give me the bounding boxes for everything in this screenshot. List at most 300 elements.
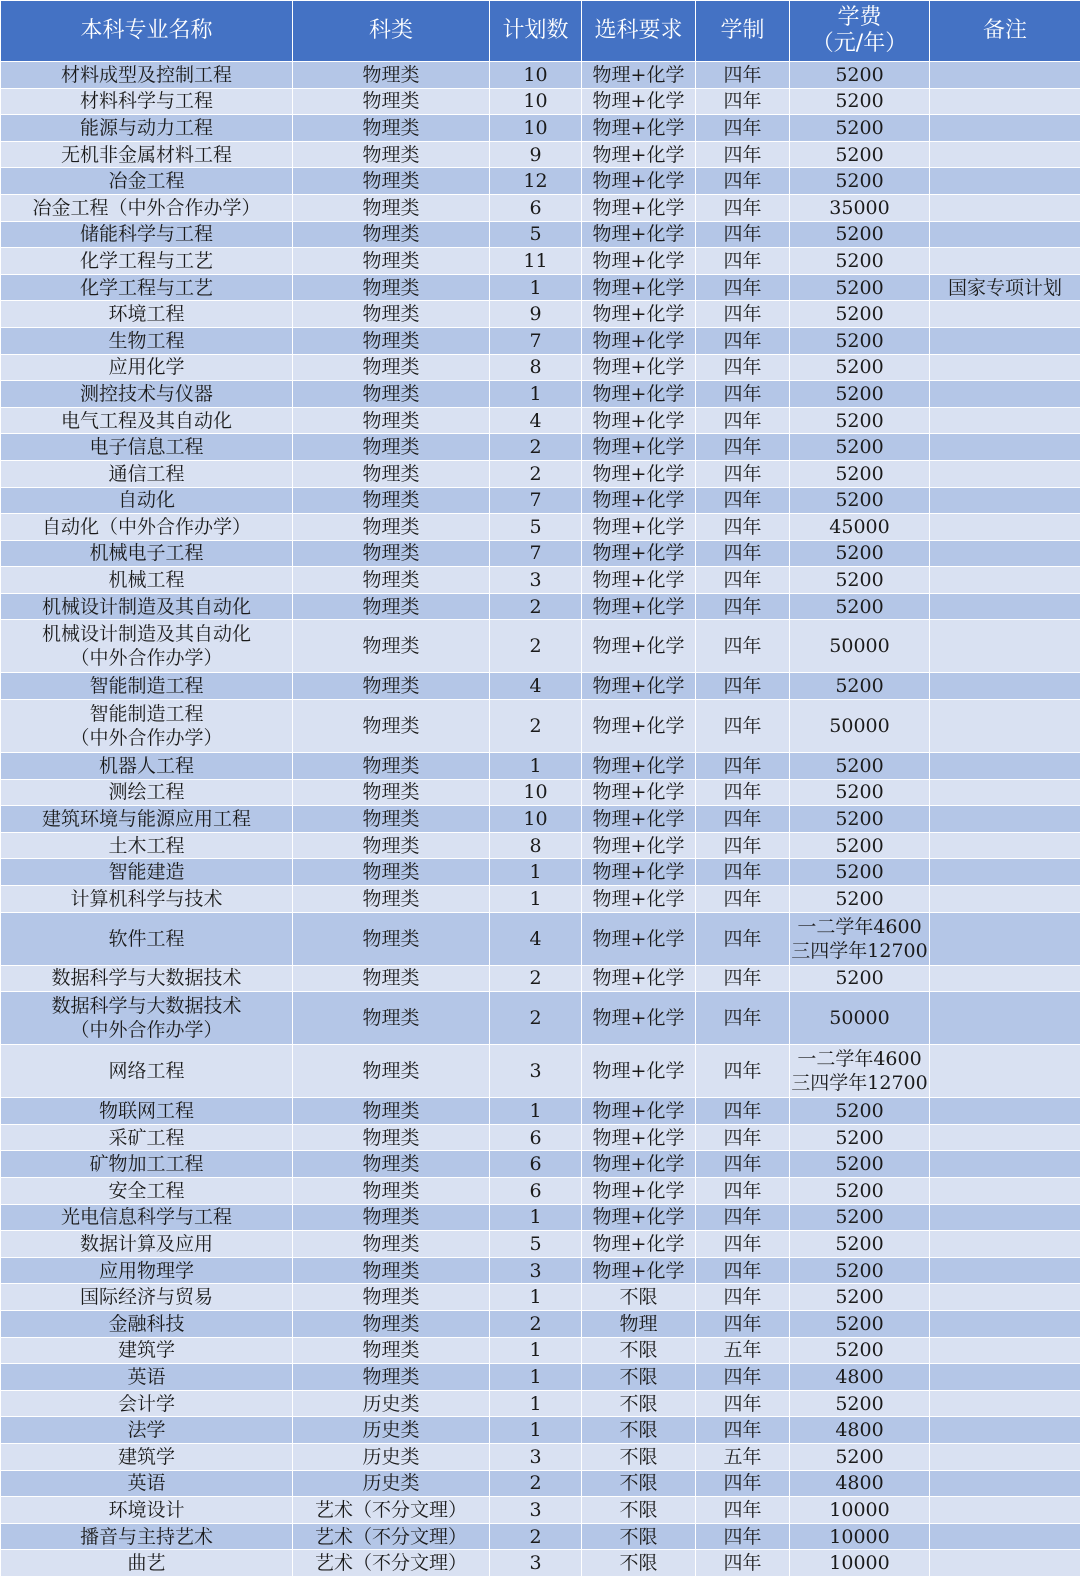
- table-row: [1, 673, 1080, 700]
- table-row: [1, 1124, 1080, 1151]
- plan-count-cell: 10: [490, 88, 582, 115]
- tuition-cell: 5200: [790, 487, 930, 514]
- category-cell: 物理类: [293, 274, 490, 301]
- major-name-cell: 英语: [1, 1364, 293, 1391]
- tuition-cell: 45000: [790, 514, 930, 541]
- subject-requirement-cell: 物理: [582, 1310, 696, 1337]
- tuition-cell: 5200: [790, 115, 930, 142]
- note-cell: [930, 859, 1080, 886]
- category-cell: 艺术（不分文理）: [293, 1497, 490, 1524]
- plan-count-cell: 2: [490, 1523, 582, 1550]
- note-cell: [930, 965, 1080, 992]
- category-cell: 物理类: [293, 168, 490, 195]
- duration-cell: 四年: [696, 248, 790, 275]
- category-cell: 物理类: [293, 1151, 490, 1178]
- major-name-cell: 机械设计制造及其自动化 （中外合作办学）: [1, 620, 293, 673]
- tuition-cell: 5200: [790, 1231, 930, 1258]
- duration-cell: 四年: [696, 1364, 790, 1391]
- duration-cell: 四年: [696, 1550, 790, 1577]
- table-row: [1, 1045, 1080, 1098]
- tuition-cell: 5200: [790, 434, 930, 461]
- duration-cell: 四年: [696, 912, 790, 965]
- plan-count-cell: 6: [490, 194, 582, 221]
- tuition-cell: 5200: [790, 460, 930, 487]
- subject-requirement-cell: 物理+化学: [582, 115, 696, 142]
- plan-count-cell: 3: [490, 567, 582, 594]
- duration-cell: 四年: [696, 832, 790, 859]
- subject-requirement-cell: 物理+化学: [582, 354, 696, 381]
- note-cell: [930, 1417, 1080, 1444]
- duration-cell: 四年: [696, 62, 790, 89]
- plan-count-cell: 1: [490, 1204, 582, 1231]
- category-cell: 物理类: [293, 1098, 490, 1125]
- subject-requirement-cell: 不限: [582, 1364, 696, 1391]
- plan-count-cell: 1: [490, 859, 582, 886]
- subject-requirement-cell: 物理+化学: [582, 460, 696, 487]
- plan-count-cell: 1: [490, 1098, 582, 1125]
- plan-count-cell: 1: [490, 1390, 582, 1417]
- plan-count-cell: 7: [490, 487, 582, 514]
- duration-cell: 四年: [696, 700, 790, 753]
- plan-count-cell: 1: [490, 753, 582, 780]
- note-cell: [930, 1364, 1080, 1391]
- subject-requirement-cell: 物理+化学: [582, 1045, 696, 1098]
- category-cell: 历史类: [293, 1417, 490, 1444]
- table-row: [1, 992, 1080, 1045]
- plan-count-cell: 11: [490, 248, 582, 275]
- tuition-cell: 5200: [790, 1124, 930, 1151]
- plan-count-cell: 2: [490, 593, 582, 620]
- tuition-cell: 5200: [790, 965, 930, 992]
- plan-count-cell: 12: [490, 168, 582, 195]
- subject-requirement-cell: 物理+化学: [582, 274, 696, 301]
- major-name-cell: 电气工程及其自动化: [1, 407, 293, 434]
- duration-cell: 四年: [696, 540, 790, 567]
- subject-requirement-cell: 物理+化学: [582, 832, 696, 859]
- major-name-cell: 机械设计制造及其自动化: [1, 593, 293, 620]
- plan-count-cell: 1: [490, 381, 582, 408]
- tuition-cell: 5200: [790, 567, 930, 594]
- table-row: [1, 779, 1080, 806]
- subject-requirement-cell: 物理+化学: [582, 1257, 696, 1284]
- tuition-cell: 5200: [790, 354, 930, 381]
- category-cell: 物理类: [293, 1231, 490, 1258]
- plan-count-cell: 2: [490, 992, 582, 1045]
- table-row: [1, 965, 1080, 992]
- category-cell: 物理类: [293, 514, 490, 541]
- note-cell: [930, 1257, 1080, 1284]
- category-cell: 物理类: [293, 779, 490, 806]
- note-cell: [930, 487, 1080, 514]
- subject-requirement-cell: 物理+化学: [582, 620, 696, 673]
- table-row: [1, 753, 1080, 780]
- table-row: [1, 567, 1080, 594]
- subject-requirement-cell: 不限: [582, 1390, 696, 1417]
- subject-requirement-cell: 物理+化学: [582, 779, 696, 806]
- plan-count-cell: 8: [490, 354, 582, 381]
- header-row: [1, 1, 1080, 62]
- table-row: [1, 460, 1080, 487]
- major-name-cell: 数据科学与大数据技术: [1, 965, 293, 992]
- major-name-cell: 光电信息科学与工程: [1, 1204, 293, 1231]
- table-row: [1, 194, 1080, 221]
- category-cell: 物理类: [293, 407, 490, 434]
- duration-cell: 四年: [696, 354, 790, 381]
- major-name-cell: 储能科学与工程: [1, 221, 293, 248]
- tuition-cell: 5200: [790, 141, 930, 168]
- table-row: [1, 912, 1080, 965]
- duration-cell: 四年: [696, 88, 790, 115]
- major-name-cell: 智能建造: [1, 859, 293, 886]
- major-name-cell: 应用化学: [1, 354, 293, 381]
- tuition-cell: 10000: [790, 1523, 930, 1550]
- table-row: [1, 248, 1080, 275]
- tuition-cell: 50000: [790, 992, 930, 1045]
- category-cell: 物理类: [293, 806, 490, 833]
- subject-requirement-cell: 物理+化学: [582, 753, 696, 780]
- note-cell: 国家专项计划: [930, 274, 1080, 301]
- table-row: [1, 487, 1080, 514]
- note-cell: [930, 1178, 1080, 1205]
- category-cell: 历史类: [293, 1443, 490, 1470]
- table-row: [1, 1151, 1080, 1178]
- duration-cell: 四年: [696, 620, 790, 673]
- note-cell: [930, 886, 1080, 913]
- category-cell: 物理类: [293, 88, 490, 115]
- note-cell: [930, 194, 1080, 221]
- duration-cell: 四年: [696, 753, 790, 780]
- subject-requirement-cell: 物理+化学: [582, 487, 696, 514]
- duration-cell: 四年: [696, 460, 790, 487]
- table-row: [1, 1443, 1080, 1470]
- plan-count-cell: 4: [490, 912, 582, 965]
- tuition-cell: 5200: [790, 301, 930, 328]
- subject-requirement-cell: 物理+化学: [582, 859, 696, 886]
- category-cell: 物理类: [293, 1178, 490, 1205]
- plan-count-cell: 5: [490, 221, 582, 248]
- category-cell: 物理类: [293, 354, 490, 381]
- note-cell: [930, 832, 1080, 859]
- subject-requirement-cell: 物理+化学: [582, 514, 696, 541]
- category-cell: 物理类: [293, 1337, 490, 1364]
- major-name-cell: 建筑学: [1, 1443, 293, 1470]
- tuition-cell: 5200: [790, 779, 930, 806]
- subject-requirement-cell: 物理+化学: [582, 434, 696, 461]
- plan-count-cell: 1: [490, 1284, 582, 1311]
- note-cell: [930, 1443, 1080, 1470]
- note-cell: [930, 354, 1080, 381]
- subject-requirement-cell: 物理+化学: [582, 141, 696, 168]
- note-cell: [930, 912, 1080, 965]
- table-row: [1, 327, 1080, 354]
- major-name-cell: 测控技术与仪器: [1, 381, 293, 408]
- header-plan-count: 计划数: [490, 1, 582, 62]
- note-cell: [930, 115, 1080, 142]
- subject-requirement-cell: 物理+化学: [582, 221, 696, 248]
- table-row: [1, 620, 1080, 673]
- plan-count-cell: 4: [490, 407, 582, 434]
- duration-cell: 四年: [696, 593, 790, 620]
- note-cell: [930, 407, 1080, 434]
- plan-count-cell: 2: [490, 1470, 582, 1497]
- table-row: [1, 593, 1080, 620]
- category-cell: 物理类: [293, 1124, 490, 1151]
- table-row: [1, 1470, 1080, 1497]
- plan-count-cell: 2: [490, 1310, 582, 1337]
- major-name-cell: 冶金工程: [1, 168, 293, 195]
- table-row: [1, 1231, 1080, 1258]
- table-row: [1, 301, 1080, 328]
- major-name-cell: 国际经济与贸易: [1, 1284, 293, 1311]
- tuition-cell: 10000: [790, 1497, 930, 1524]
- duration-cell: 四年: [696, 194, 790, 221]
- note-cell: [930, 1284, 1080, 1311]
- duration-cell: 四年: [696, 1045, 790, 1098]
- subject-requirement-cell: 物理+化学: [582, 1124, 696, 1151]
- duration-cell: 四年: [696, 1124, 790, 1151]
- plan-count-cell: 6: [490, 1178, 582, 1205]
- table-row: [1, 859, 1080, 886]
- table-row: [1, 806, 1080, 833]
- major-name-cell: 物联网工程: [1, 1098, 293, 1125]
- subject-requirement-cell: 物理+化学: [582, 886, 696, 913]
- category-cell: 物理类: [293, 487, 490, 514]
- plan-count-cell: 7: [490, 327, 582, 354]
- note-cell: [930, 168, 1080, 195]
- duration-cell: 四年: [696, 992, 790, 1045]
- category-cell: 物理类: [293, 221, 490, 248]
- tuition-cell: 5200: [790, 327, 930, 354]
- subject-requirement-cell: 物理+化学: [582, 1098, 696, 1125]
- table-row: [1, 381, 1080, 408]
- table-header: [1, 1, 1080, 62]
- major-name-cell: 通信工程: [1, 460, 293, 487]
- major-name-cell: 会计学: [1, 1390, 293, 1417]
- duration-cell: 四年: [696, 407, 790, 434]
- table-row: [1, 115, 1080, 142]
- tuition-cell: 35000: [790, 194, 930, 221]
- subject-requirement-cell: 物理+化学: [582, 1178, 696, 1205]
- category-cell: 物理类: [293, 620, 490, 673]
- note-cell: [930, 221, 1080, 248]
- duration-cell: 四年: [696, 1098, 790, 1125]
- note-cell: [930, 620, 1080, 673]
- note-cell: [930, 460, 1080, 487]
- duration-cell: 四年: [696, 673, 790, 700]
- category-cell: 物理类: [293, 327, 490, 354]
- note-cell: [930, 1497, 1080, 1524]
- category-cell: 物理类: [293, 1364, 490, 1391]
- category-cell: 物理类: [293, 912, 490, 965]
- subject-requirement-cell: 物理+化学: [582, 194, 696, 221]
- table-row: [1, 274, 1080, 301]
- duration-cell: 五年: [696, 1337, 790, 1364]
- table-row: [1, 434, 1080, 461]
- duration-cell: 四年: [696, 859, 790, 886]
- plan-count-cell: 1: [490, 1337, 582, 1364]
- duration-cell: 四年: [696, 301, 790, 328]
- table-row: [1, 1257, 1080, 1284]
- tuition-cell: 50000: [790, 700, 930, 753]
- major-name-cell: 数据计算及应用: [1, 1231, 293, 1258]
- table-row: [1, 540, 1080, 567]
- tuition-cell: 5200: [790, 1390, 930, 1417]
- category-cell: 物理类: [293, 1284, 490, 1311]
- major-name-cell: 自动化: [1, 487, 293, 514]
- duration-cell: 四年: [696, 886, 790, 913]
- category-cell: 艺术（不分文理）: [293, 1523, 490, 1550]
- table-row: [1, 407, 1080, 434]
- table-row: [1, 832, 1080, 859]
- subject-requirement-cell: 物理+化学: [582, 673, 696, 700]
- category-cell: 艺术（不分文理）: [293, 1550, 490, 1577]
- note-cell: [930, 88, 1080, 115]
- category-cell: 物理类: [293, 673, 490, 700]
- duration-cell: 四年: [696, 434, 790, 461]
- subject-requirement-cell: 不限: [582, 1497, 696, 1524]
- category-cell: 物理类: [293, 832, 490, 859]
- category-cell: 物理类: [293, 434, 490, 461]
- major-name-cell: 自动化（中外合作办学）: [1, 514, 293, 541]
- category-cell: 物理类: [293, 194, 490, 221]
- tuition-cell: 5200: [790, 248, 930, 275]
- major-name-cell: 材料科学与工程: [1, 88, 293, 115]
- subject-requirement-cell: 物理+化学: [582, 806, 696, 833]
- tuition-cell: 5200: [790, 1151, 930, 1178]
- duration-cell: 四年: [696, 779, 790, 806]
- major-name-cell: 安全工程: [1, 1178, 293, 1205]
- duration-cell: 四年: [696, 514, 790, 541]
- major-name-cell: 冶金工程（中外合作办学）: [1, 194, 293, 221]
- tuition-cell: 5200: [790, 62, 930, 89]
- major-name-cell: 应用物理学: [1, 1257, 293, 1284]
- subject-requirement-cell: 不限: [582, 1443, 696, 1470]
- tuition-cell: 5200: [790, 1098, 930, 1125]
- category-cell: 物理类: [293, 593, 490, 620]
- tuition-cell: 5200: [790, 221, 930, 248]
- category-cell: 物理类: [293, 62, 490, 89]
- table-row: [1, 1098, 1080, 1125]
- duration-cell: 四年: [696, 1497, 790, 1524]
- table-row: [1, 1284, 1080, 1311]
- plan-count-cell: 9: [490, 141, 582, 168]
- category-cell: 历史类: [293, 1470, 490, 1497]
- category-cell: 物理类: [293, 381, 490, 408]
- note-cell: [930, 248, 1080, 275]
- major-name-cell: 能源与动力工程: [1, 115, 293, 142]
- major-name-cell: 机器人工程: [1, 753, 293, 780]
- table-row: [1, 354, 1080, 381]
- note-cell: [930, 1523, 1080, 1550]
- plan-count-cell: 4: [490, 673, 582, 700]
- note-cell: [930, 62, 1080, 89]
- tuition-cell: 5200: [790, 673, 930, 700]
- major-name-cell: 建筑学: [1, 1337, 293, 1364]
- major-name-cell: 土木工程: [1, 832, 293, 859]
- category-cell: 物理类: [293, 301, 490, 328]
- duration-cell: 四年: [696, 327, 790, 354]
- plan-count-cell: 8: [490, 832, 582, 859]
- major-name-cell: 英语: [1, 1470, 293, 1497]
- subject-requirement-cell: 物理+化学: [582, 327, 696, 354]
- subject-requirement-cell: 物理+化学: [582, 248, 696, 275]
- note-cell: [930, 1151, 1080, 1178]
- major-name-cell: 机械工程: [1, 567, 293, 594]
- plan-count-cell: 5: [490, 1231, 582, 1258]
- subject-requirement-cell: 不限: [582, 1470, 696, 1497]
- table-row: [1, 221, 1080, 248]
- tuition-cell: 一二学年4600 三四学年12700: [790, 1045, 930, 1098]
- plan-count-cell: 3: [490, 1257, 582, 1284]
- note-cell: [930, 673, 1080, 700]
- subject-requirement-cell: 物理+化学: [582, 62, 696, 89]
- major-name-cell: 环境工程: [1, 301, 293, 328]
- table-row: [1, 62, 1080, 89]
- duration-cell: 四年: [696, 141, 790, 168]
- table-row: [1, 1204, 1080, 1231]
- note-cell: [930, 1337, 1080, 1364]
- major-name-cell: 播音与主持艺术: [1, 1523, 293, 1550]
- major-name-cell: 环境设计: [1, 1497, 293, 1524]
- major-name-cell: 建筑环境与能源应用工程: [1, 806, 293, 833]
- note-cell: [930, 381, 1080, 408]
- header-note: 备注: [930, 1, 1080, 62]
- table-row: [1, 700, 1080, 753]
- duration-cell: 四年: [696, 1523, 790, 1550]
- plan-count-cell: 6: [490, 1124, 582, 1151]
- subject-requirement-cell: 不限: [582, 1284, 696, 1311]
- table-row: [1, 168, 1080, 195]
- subject-requirement-cell: 物理+化学: [582, 992, 696, 1045]
- duration-cell: 四年: [696, 168, 790, 195]
- tuition-cell: 5200: [790, 1204, 930, 1231]
- tuition-cell: 5200: [790, 540, 930, 567]
- duration-cell: 四年: [696, 1204, 790, 1231]
- duration-cell: 四年: [696, 115, 790, 142]
- tuition-cell: 5200: [790, 1257, 930, 1284]
- header-duration: 学制: [696, 1, 790, 62]
- subject-requirement-cell: 物理+化学: [582, 912, 696, 965]
- subject-requirement-cell: 物理+化学: [582, 381, 696, 408]
- plan-count-cell: 10: [490, 779, 582, 806]
- subject-requirement-cell: 物理+化学: [582, 168, 696, 195]
- note-cell: [930, 593, 1080, 620]
- major-name-cell: 机械电子工程: [1, 540, 293, 567]
- note-cell: [930, 700, 1080, 753]
- plan-count-cell: 2: [490, 700, 582, 753]
- plan-count-cell: 3: [490, 1550, 582, 1577]
- note-cell: [930, 514, 1080, 541]
- major-name-cell: 测绘工程: [1, 779, 293, 806]
- subject-requirement-cell: 不限: [582, 1523, 696, 1550]
- header-category: 科类: [293, 1, 490, 62]
- table-row: [1, 1178, 1080, 1205]
- tuition-cell: 5200: [790, 1284, 930, 1311]
- plan-count-cell: 3: [490, 1497, 582, 1524]
- tuition-cell: 5200: [790, 753, 930, 780]
- note-cell: [930, 779, 1080, 806]
- category-cell: 物理类: [293, 1310, 490, 1337]
- category-cell: 物理类: [293, 115, 490, 142]
- tuition-cell: 5200: [790, 407, 930, 434]
- note-cell: [930, 327, 1080, 354]
- table-row: [1, 1310, 1080, 1337]
- table-row: [1, 141, 1080, 168]
- table-row: [1, 1523, 1080, 1550]
- duration-cell: 四年: [696, 1231, 790, 1258]
- category-cell: 物理类: [293, 965, 490, 992]
- subject-requirement-cell: 物理+化学: [582, 1204, 696, 1231]
